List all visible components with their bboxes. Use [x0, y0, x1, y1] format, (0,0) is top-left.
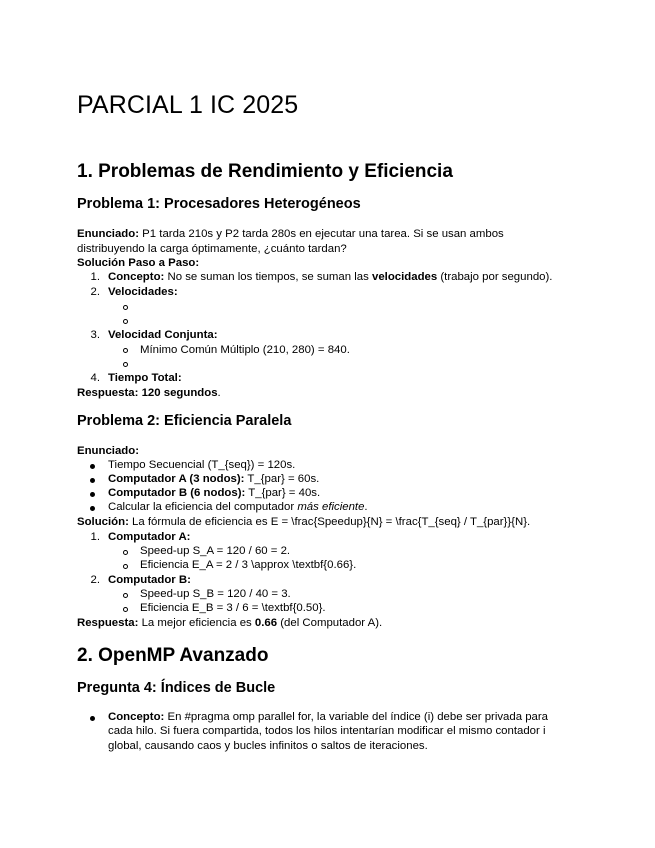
solution-formula: La fórmula de eficiencia es E = \frac{Speedup}{N} = \frac{T_{seq} / T_{par}}{N}. — [128, 516, 531, 528]
bullet-end: . — [364, 501, 368, 513]
bullet-icon — [90, 478, 95, 483]
statement-label: Enunciado: — [77, 228, 140, 240]
solution-label: Solución: — [77, 516, 129, 528]
answer-value: 0.66 — [254, 617, 278, 629]
step-1-label: Concepto: — [108, 271, 165, 283]
step-number: 1. — [90, 271, 100, 283]
bullet-icon — [90, 506, 95, 511]
statement-label-text: Enunciado: — [77, 445, 140, 457]
step-3 — [108, 328, 217, 342]
statement-line-1: P1 tarda 210s y P2 tarda 280s en ejecutar una tarea. Si se usan ambos — [139, 228, 504, 240]
section-2-heading: 2. OpenMP Avanzado — [77, 645, 269, 666]
problem-1-answer — [77, 386, 577, 401]
answer-end: . — [217, 387, 221, 399]
hollow-bullet-icon — [123, 607, 128, 612]
hollow-bullet-icon — [123, 305, 128, 310]
step-3-sub: Mínimo Común Múltiplo (210, 280) = 840. — [140, 344, 350, 356]
bullet-label: Computador A (3 nodos): — [108, 473, 245, 485]
answer-end: (del Computador A). — [277, 617, 383, 629]
hollow-bullet-icon — [123, 319, 128, 324]
step-1-text-b: (trabajo por segundo). — [437, 271, 553, 283]
bullet-italic: más eficiente — [297, 501, 365, 513]
hollow-bullet-icon — [123, 362, 128, 367]
bullet-item — [108, 500, 368, 514]
solution-label-text: Solución Paso a Paso: — [77, 257, 200, 269]
bullet-item — [108, 486, 320, 500]
step-4-label: Tiempo Total: — [108, 372, 182, 384]
computer-b-line: Eficiencia E_B = 3 / 6 = \textbf{0.50}. — [140, 602, 326, 614]
solution-label — [77, 256, 577, 271]
step-number: 1. — [90, 531, 100, 543]
section-1-heading: 1. Problemas de Rendimiento y Eficiencia — [77, 161, 453, 182]
computer-a-heading — [108, 530, 190, 544]
problem-1-statement — [77, 227, 577, 242]
computer-a-line: Speed-up S_A = 120 / 60 = 2. — [140, 545, 291, 557]
step-1-text-a: No se suman los tiempos, se suman las — [164, 271, 372, 283]
question-4-heading: Pregunta 4: Índices de Bucle — [77, 680, 276, 696]
problem-2-statement-label — [77, 444, 577, 459]
computer-a-label: Computador A: — [108, 531, 191, 543]
problem-2-heading: Problema 2: Eficiencia Paralela — [77, 413, 292, 429]
bullet-text: Calcular la eficiencia del computador — [108, 501, 298, 513]
document-title: PARCIAL 1 IC 2025 — [77, 91, 299, 119]
hollow-bullet-icon — [123, 593, 128, 598]
bullet-item — [108, 472, 319, 486]
problem-2-answer — [77, 616, 382, 630]
step-2-label: Velocidades: — [108, 286, 178, 298]
problem-1-statement-line-2: distribuyendo la carga óptimamente, ¿cuánto tardan? — [77, 243, 347, 255]
computer-b-line: Speed-up S_B = 120 / 40 = 3. — [140, 588, 291, 600]
answer-label: Respuesta: — [77, 617, 139, 629]
hollow-bullet-icon — [123, 564, 128, 569]
step-4 — [108, 371, 182, 385]
concept-text-1: En #pragma omp parallel for, la variable del índice (i) debe ser privada para — [164, 711, 549, 723]
step-number: 3. — [90, 329, 100, 341]
bullet-icon — [90, 492, 95, 497]
concept-label: Concepto: — [108, 711, 165, 723]
step-number: 2. — [90, 286, 100, 298]
bullet-item: Tiempo Secuencial (T_{seq}) = 120s. — [108, 459, 296, 471]
bullet-icon — [90, 464, 95, 469]
computer-b-heading — [108, 573, 191, 587]
step-2 — [108, 285, 178, 299]
step-number: 4. — [90, 372, 100, 384]
bullet-text: T_{par} = 60s. — [244, 473, 320, 485]
step-1-bold-word: velocidades — [371, 271, 438, 283]
concept-line-2: cada hilo. Si fuera compartida, todos los hilos intentarían modificar el mismo contador i — [108, 725, 546, 737]
problem-2-solution — [77, 515, 530, 529]
step-number: 2. — [90, 574, 100, 586]
step-3-label: Velocidad Conjunta: — [108, 329, 218, 341]
bullet-text: T_{par} = 40s. — [245, 487, 321, 499]
computer-b-label: Computador B: — [108, 574, 191, 586]
answer-text: La mejor eficiencia es — [138, 617, 255, 629]
computer-a-line: Eficiencia E_A = 2 / 3 \approx \textbf{0.66}. — [140, 559, 357, 571]
hollow-bullet-icon — [123, 550, 128, 555]
concept-line-1 — [108, 710, 578, 725]
concept-line-3: global, causando caos y bucles infinitos o saltos de iteraciones. — [108, 740, 428, 752]
hollow-bullet-icon — [123, 348, 128, 353]
answer-label: Respuesta: 120 segundos — [77, 387, 218, 399]
bullet-label: Computador B (6 nodos): — [108, 487, 246, 499]
bullet-icon — [90, 716, 95, 721]
step-1 — [108, 270, 552, 284]
problem-1-heading: Problema 1: Procesadores Heterogéneos — [77, 196, 361, 212]
